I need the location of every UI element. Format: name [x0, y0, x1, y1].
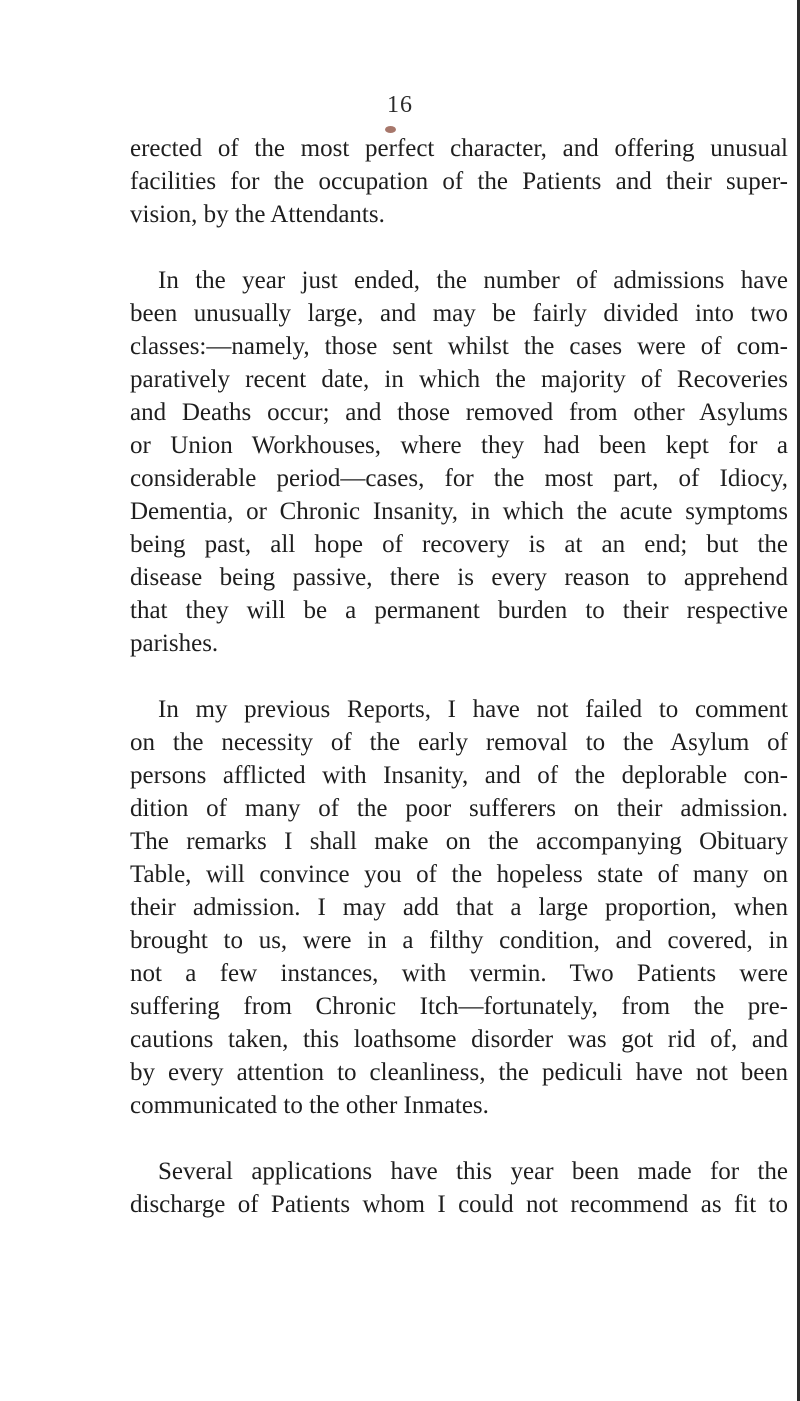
paragraph-2	[130, 264, 788, 660]
text-line: Dementia, or Chronic Insanity, in which the acute symptoms	[130, 498, 788, 525]
text-line: paratively recent date, in which the majority of Recoveries	[130, 366, 788, 393]
text-line: In the year just ended, the number of admissions have	[158, 267, 788, 294]
text-line: suffering from Chronic Itch—fortunately, from the pre-	[130, 993, 788, 1020]
text-line: not a few instances, with vermin. Two Patients were	[130, 960, 788, 987]
text-line: classes:—namely, those sent whilst the cases were of com-	[130, 333, 788, 360]
paragraph-4	[130, 1155, 788, 1221]
paragraph-gap	[130, 1122, 788, 1155]
text-line: vision, by the Attendants.	[130, 201, 385, 228]
text-line: facilities for the occupation of the Patients and their super-	[130, 168, 788, 195]
paragraph-gap	[130, 660, 788, 693]
text-line: brought to us, were in a filthy condition, and covered, in	[130, 927, 788, 954]
text-line: considerable period—cases, for the most part, of Idiocy,	[130, 465, 788, 492]
paragraph-3	[130, 693, 788, 1122]
text-line: and Deaths occur; and those removed from other Asylums	[130, 399, 788, 426]
body-text	[130, 132, 788, 1221]
text-line: In my previous Reports, I have not failed to comment	[158, 696, 788, 723]
text-line: on the necessity of the early removal to the Asylum of	[130, 729, 788, 756]
text-line: communicated to the other Inmates.	[130, 1092, 489, 1119]
text-line: by every attention to cleanliness, the pediculi have not been	[130, 1059, 788, 1086]
text-line: parishes.	[130, 630, 219, 657]
text-line: their admission. I may add that a large proportion, when	[130, 894, 788, 921]
text-line: disease being passive, there is every reason to apprehend	[130, 564, 788, 591]
text-line: discharge of Patients whom I could not recommend as fit to	[130, 1191, 788, 1218]
text-line: Several applications have this year been made for the	[158, 1158, 788, 1185]
text-line: cautions taken, this loathsome disorder was got rid of, and	[130, 1026, 788, 1053]
page-number: 16	[387, 92, 413, 118]
text-line: persons afflicted with Insanity, and of the deplorable con-	[130, 762, 788, 789]
text-line: Table, will convince you of the hopeless state of many on	[130, 861, 788, 888]
text-line: being past, all hope of recovery is at an end; but the	[130, 531, 788, 558]
paragraph-gap	[130, 231, 788, 264]
text-line: dition of many of the poor sufferers on their admission.	[130, 795, 788, 822]
text-line: or Union Workhouses, where they had been kept for a	[130, 432, 788, 459]
paragraph-1	[130, 132, 788, 231]
text-line: The remarks I shall make on the accompanying Obituary	[130, 828, 788, 855]
text-line: that they will be a permanent burden to their respective	[130, 597, 788, 624]
text-line: erected of the most perfect character, and offering unusual	[130, 135, 788, 162]
text-line: been unusually large, and may be fairly divided into two	[130, 300, 788, 327]
